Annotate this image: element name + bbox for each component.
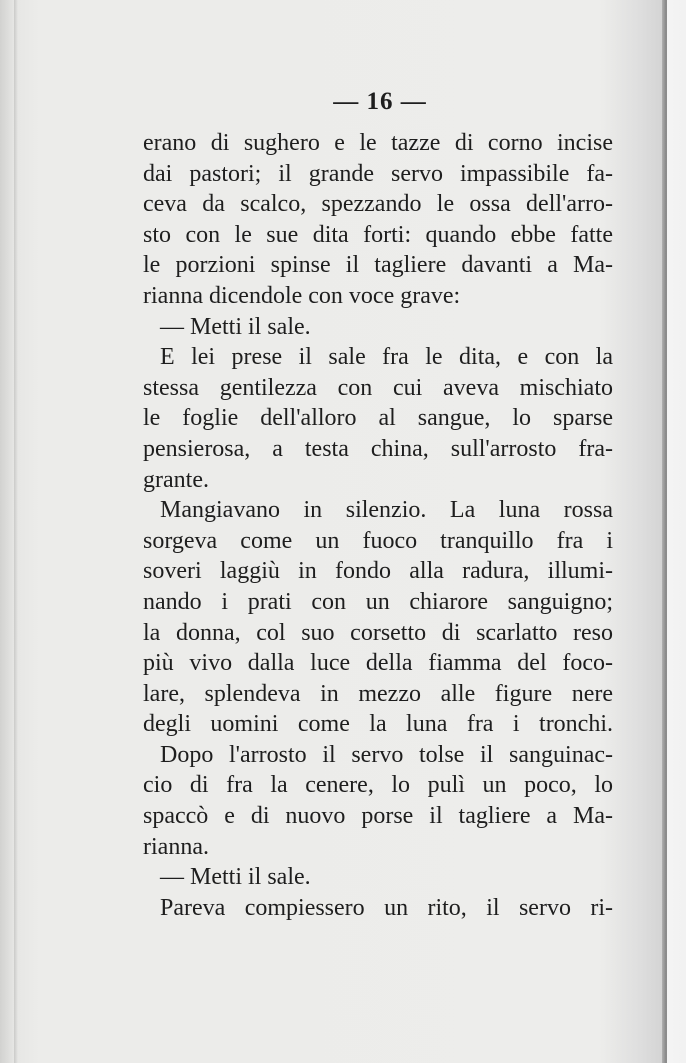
text-line: nando i prati con un chiarore sanguigno; — [143, 588, 613, 615]
text-line: — Metti il sale. — [160, 313, 311, 340]
text-line: sto con le sue dita forti: quando ebbe fatte — [143, 221, 613, 248]
text-line: Dopo l'arrosto il servo tolse il sanguinac- — [160, 741, 613, 768]
text-line: dai pastori; il grande servo impassibile fa- — [143, 160, 613, 187]
text-line: Mangiavano in silenzio. La luna rossa — [160, 497, 613, 524]
text-line: le foglie dell'alloro al sangue, lo sparse — [143, 405, 613, 432]
text-line: rianna dicendole con voce grave: — [143, 282, 461, 309]
text-line: E lei prese il sale fra le dita, e con la — [160, 344, 613, 371]
text-line: pensierosa, a testa china, sull'arrosto fra- — [143, 435, 613, 462]
text-line: le porzioni spinse il tagliere davanti a Ma- — [143, 252, 613, 279]
text-line: la donna, col suo corsetto di scarlatto reso — [143, 619, 613, 646]
text-line: spaccò e di nuovo porse il tagliere a Ma- — [143, 803, 613, 830]
page-left-shadow — [14, 0, 18, 1063]
text-line: rianna. — [143, 833, 209, 860]
text-line: Pareva compiessero un rito, il servo ri- — [160, 894, 613, 921]
text-line: stessa gentilezza con cui aveva mischiato — [143, 374, 613, 401]
page-number: — 16 — — [333, 88, 427, 115]
text-line: grante. — [143, 466, 209, 493]
text-line: degli uomini come la luna fra i tronchi. — [143, 711, 613, 738]
text-line: — Metti il sale. — [160, 864, 311, 891]
text-line: più vivo dalla luce della fiamma del foco- — [143, 650, 613, 677]
text-line: sorgeva come un fuoco tranquillo fra i — [143, 527, 613, 554]
body-text — [143, 128, 613, 923]
text-line: cio di fra la cenere, lo pulì un poco, lo — [143, 772, 613, 799]
text-line: lare, splendeva in mezzo alle figure nere — [143, 680, 613, 707]
text-line: soveri laggiù in fondo alla radura, illumi- — [143, 558, 613, 585]
text-line: ceva da scalco, spezzando le ossa dell'arro- — [143, 191, 613, 218]
text-line: erano di sughero e le tazze di corno incise — [143, 130, 613, 156]
page-right-edge — [662, 0, 667, 1063]
